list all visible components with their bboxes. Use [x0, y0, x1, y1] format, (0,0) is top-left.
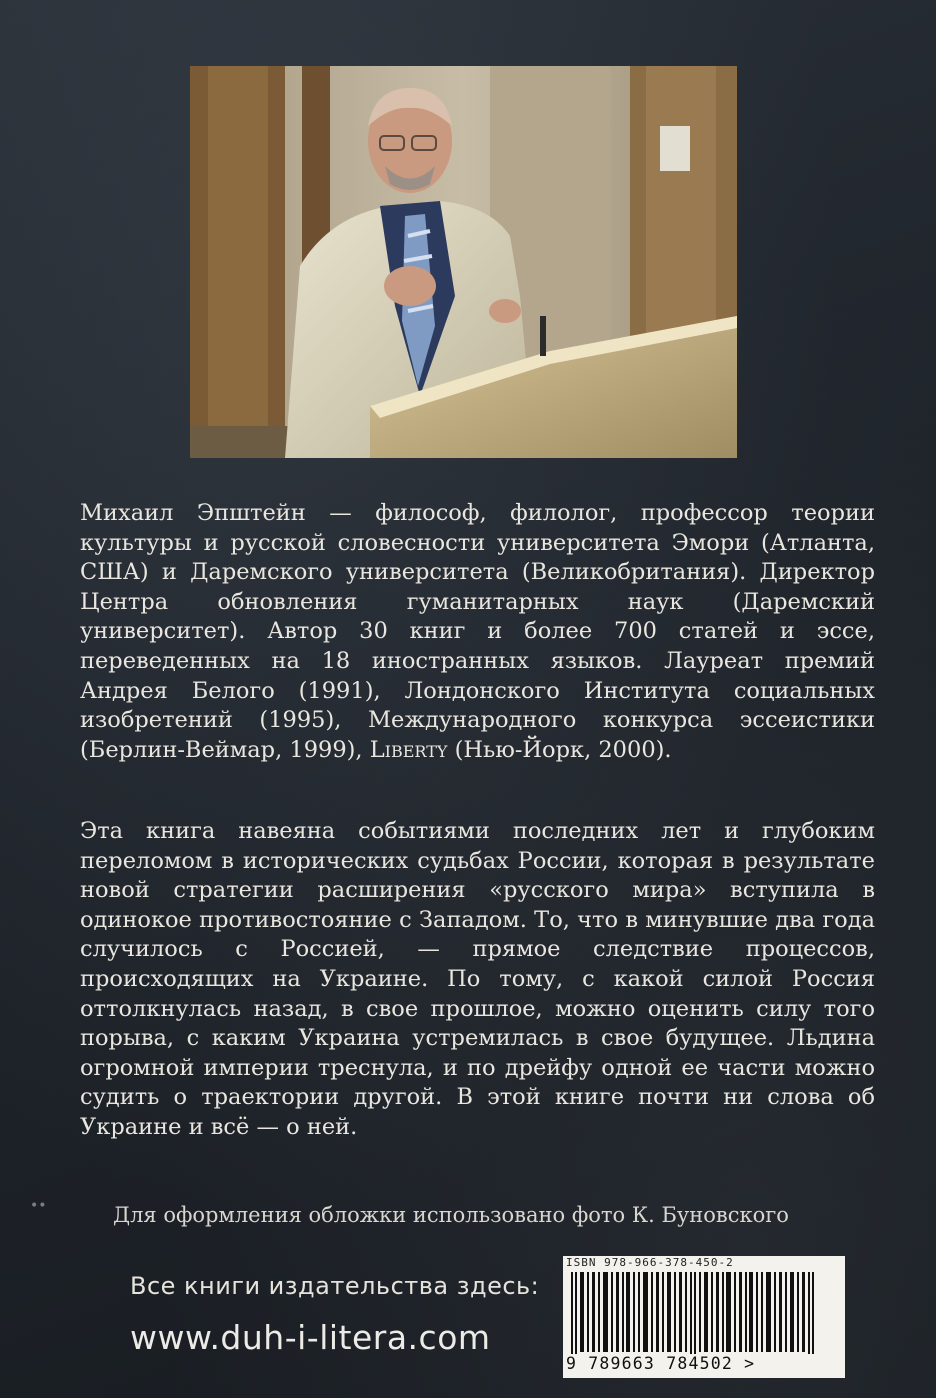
- author-photo: [190, 66, 737, 458]
- book-description-paragraph: [80, 817, 875, 1143]
- book-description-text: Эта книга навеяна событиями последних лет и глубоким переломом в исторических судьбах России, которая в результате новой стратегии расширения «русского мира» вступила в одинокое противостояние с Западом. То, что в минувшие два года случилось с Россией, — прямое следствие процессов, происходящих на Украине. По тому, с какой силой Россия оттолкнулась назад, в свое прошлое, можно оценить силу того порыва, с каким Украина устремилась в свое будущее. Льдина огромной империи треснула, и по дрейфу одной ее части можно судить о траектории другой. В этой книге почти ни слова об Украине и всё — о ней.: [80, 818, 875, 1140]
- photo-credit: Для оформления обложки использовано фото К. Буновского: [113, 1203, 789, 1227]
- isbn-label: ISBN 978-966-378-450-2: [566, 1256, 734, 1269]
- barcode-digits: 9 789663 784502 >: [566, 1354, 842, 1373]
- author-bio-paragraph: [80, 499, 875, 765]
- liberty-award-name: Liberty: [369, 736, 448, 763]
- decorative-dots: ••: [30, 1198, 47, 1214]
- author-bio-text: Михаил Эпштейн — философ, филолог, профессор теории культуры и русской словесности университета Эмори (Атланта, США) и Даремского университета (Великобритания). Директор Центра обновления гуманитарных наук (Даремский университет). Автор 30 книг и более 700 статей и эссе, переведенных на 18 иностранных языков. Лауреат премий Андрея Белого (1991), Лондонского Института социальных изобретений (1995), Международного конкурса эссеистики (Берлин-Веймар, 1999),: [80, 500, 875, 763]
- publisher-website-link[interactable]: www.duh-i-litera.com: [130, 1318, 491, 1357]
- author-at-lectern-image: [190, 66, 737, 458]
- publisher-note: Все книги издательства здесь:: [130, 1272, 540, 1300]
- liberty-award-location: (Нью-Йорк, 2000).: [447, 736, 672, 763]
